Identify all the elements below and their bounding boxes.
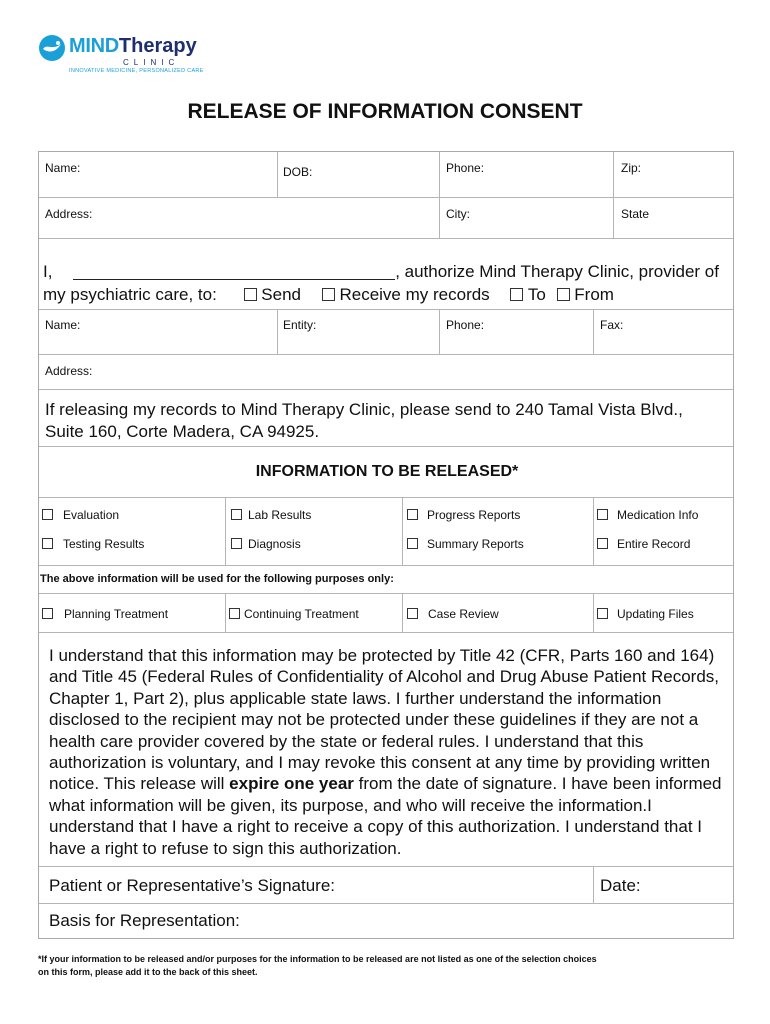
recipient-phone-label: Phone: xyxy=(446,318,485,332)
authorize-line2: my psychiatric care, to: xyxy=(43,285,217,304)
date-field[interactable] xyxy=(593,866,735,903)
signature-field[interactable] xyxy=(39,866,593,903)
lab-results-checkbox[interactable] xyxy=(231,509,242,520)
purpose-item xyxy=(407,607,499,621)
info-item xyxy=(42,537,144,551)
consent-paragraph xyxy=(49,645,729,859)
info-item xyxy=(231,537,301,551)
to-checkbox[interactable] xyxy=(510,288,523,301)
recipient-phone-field[interactable] xyxy=(439,309,593,354)
patient-zip-field[interactable] xyxy=(613,152,735,197)
consent-expiry: expire one year xyxy=(229,774,354,794)
continuing-treatment-label: Continuing Treatment xyxy=(244,607,359,621)
purpose-item xyxy=(42,607,168,621)
info-item xyxy=(407,537,524,551)
continuing-treatment-checkbox[interactable] xyxy=(229,608,240,619)
medication-info-label: Medication Info xyxy=(617,508,699,522)
updating-files-label: Updating Files xyxy=(617,607,694,621)
diagnosis-checkbox[interactable] xyxy=(231,538,242,549)
patient-name-label: Name: xyxy=(45,161,81,175)
case-review-checkbox[interactable] xyxy=(407,608,418,619)
summary-reports-checkbox[interactable] xyxy=(407,538,418,549)
patient-state-field[interactable] xyxy=(613,197,735,238)
recipient-address-label: Address: xyxy=(45,364,93,378)
case-review-label: Case Review xyxy=(428,607,499,621)
progress-reports-checkbox[interactable] xyxy=(407,509,418,520)
patient-zip-label: Zip: xyxy=(621,161,642,175)
receive-label: Receive my records xyxy=(339,285,490,304)
evaluation-checkbox[interactable] xyxy=(42,509,53,520)
recipient-name-label: Name: xyxy=(45,318,81,332)
consent-form xyxy=(38,151,734,939)
page-title: RELEASE OF INFORMATION CONSENT xyxy=(187,100,583,123)
lab-results-label: Lab Results xyxy=(248,508,312,522)
basis-field[interactable] xyxy=(39,903,735,940)
entire-record-checkbox[interactable] xyxy=(597,538,608,549)
medication-info-checkbox[interactable] xyxy=(597,509,608,520)
patient-address-field[interactable] xyxy=(39,197,439,238)
info-item xyxy=(231,508,311,522)
mailing-line-1: If releasing my records to Mind Therapy Clinic, please send to 240 Tamal Vista Blvd., xyxy=(45,400,683,419)
basis-label: Basis for Representation: xyxy=(49,911,240,930)
consent-text-2: from the date of signature. I have been informed what information will be given, its purpose, and who will receive the information.I understand that I have a right to receive a copy of this authorization. I understand that I have a right to refuse to sign this authorization. xyxy=(49,774,722,858)
recipient-name-field[interactable] xyxy=(39,309,277,354)
progress-reports-label: Progress Reports xyxy=(427,508,521,522)
info-item xyxy=(42,508,119,522)
entire-record-label: Entire Record xyxy=(617,537,691,551)
logo-mind-text: MIND xyxy=(69,35,119,57)
recipient-entity-label: Entity: xyxy=(283,318,317,332)
recipient-address-field[interactable] xyxy=(39,354,735,389)
recipient-fax-field[interactable] xyxy=(593,309,735,354)
patient-address-label: Address: xyxy=(45,207,93,221)
purpose-item xyxy=(597,607,694,621)
from-label: From xyxy=(574,285,614,304)
authorize-line xyxy=(43,261,719,283)
footnote-line-2: on this form, please add it to the back of this sheet. xyxy=(38,967,258,977)
info-heading: INFORMATION TO BE RELEASED* xyxy=(255,463,519,480)
purpose-item xyxy=(229,607,359,621)
patient-phone-label: Phone: xyxy=(446,161,485,175)
evaluation-label: Evaluation xyxy=(63,508,120,522)
testing-results-checkbox[interactable] xyxy=(42,538,53,549)
recipient-fax-label: Fax: xyxy=(600,318,624,332)
testing-results-label: Testing Results xyxy=(63,537,145,551)
signature-label: Patient or Representative’s Signature: xyxy=(49,876,336,895)
clinic-logo xyxy=(38,33,208,75)
authorize-text: , authorize Mind Therapy Clinic, provider of xyxy=(395,262,719,281)
purpose-heading: The above information will be used for the following purposes only: xyxy=(40,573,394,585)
planning-treatment-checkbox[interactable] xyxy=(42,608,53,619)
logo-clinic-text: CLINIC xyxy=(123,58,180,67)
consent-text-1: I understand that this information may be protected by Title 42 (CFR, Parts 160 and 164) and Title 45 (Federal Rules of Confidentiality of Alcohol and Drug Abuse Patient Records, Chapter 1, Part 2), plus applicable state laws. I further understand the information disclosed to the recipient may not be protected under these guidelines if they are not a health care provider covered by the state or federal rules. I understand that this authorization is voluntary, and I may revoke this consent at any time by providing written notice. This release will xyxy=(49,646,719,794)
footnote xyxy=(38,953,738,979)
summary-reports-label: Summary Reports xyxy=(427,537,524,551)
mailing-line-2: Suite 160, Corte Madera, CA 94925. xyxy=(45,422,320,441)
recipient-entity-field[interactable] xyxy=(277,309,439,354)
patient-city-label: City: xyxy=(446,207,470,221)
patient-name-field[interactable] xyxy=(39,152,277,197)
updating-files-checkbox[interactable] xyxy=(597,608,608,619)
send-label: Send xyxy=(261,285,301,304)
patient-phone-field[interactable] xyxy=(439,152,613,197)
diagnosis-label: Diagnosis xyxy=(248,537,301,551)
info-item xyxy=(407,508,520,522)
footnote-line-1: *If your information to be released and/or purposes for the information to be released are not listed as one of the selection choices xyxy=(38,954,597,964)
logo-therapy-text: Therapy xyxy=(118,35,197,57)
patient-state-label: State xyxy=(621,207,650,221)
patient-dob-label: DOB: xyxy=(283,165,313,179)
patient-dob-field[interactable] xyxy=(277,152,439,197)
receive-checkbox[interactable] xyxy=(322,288,335,301)
patient-name-blank[interactable] xyxy=(73,263,395,280)
info-item xyxy=(597,508,698,522)
logo-mark-icon xyxy=(38,34,66,62)
to-label: To xyxy=(527,285,546,304)
authorize-i: I, xyxy=(43,262,53,281)
from-checkbox[interactable] xyxy=(557,288,570,301)
send-checkbox[interactable] xyxy=(244,288,257,301)
authorize-options xyxy=(43,284,614,306)
planning-treatment-label: Planning Treatment xyxy=(64,607,169,621)
patient-city-field[interactable] xyxy=(439,197,613,238)
info-item xyxy=(597,537,690,551)
logo-tagline: INNOVATIVE MEDICINE, PERSONALIZED CARE xyxy=(69,68,204,74)
date-label: Date: xyxy=(600,876,641,895)
